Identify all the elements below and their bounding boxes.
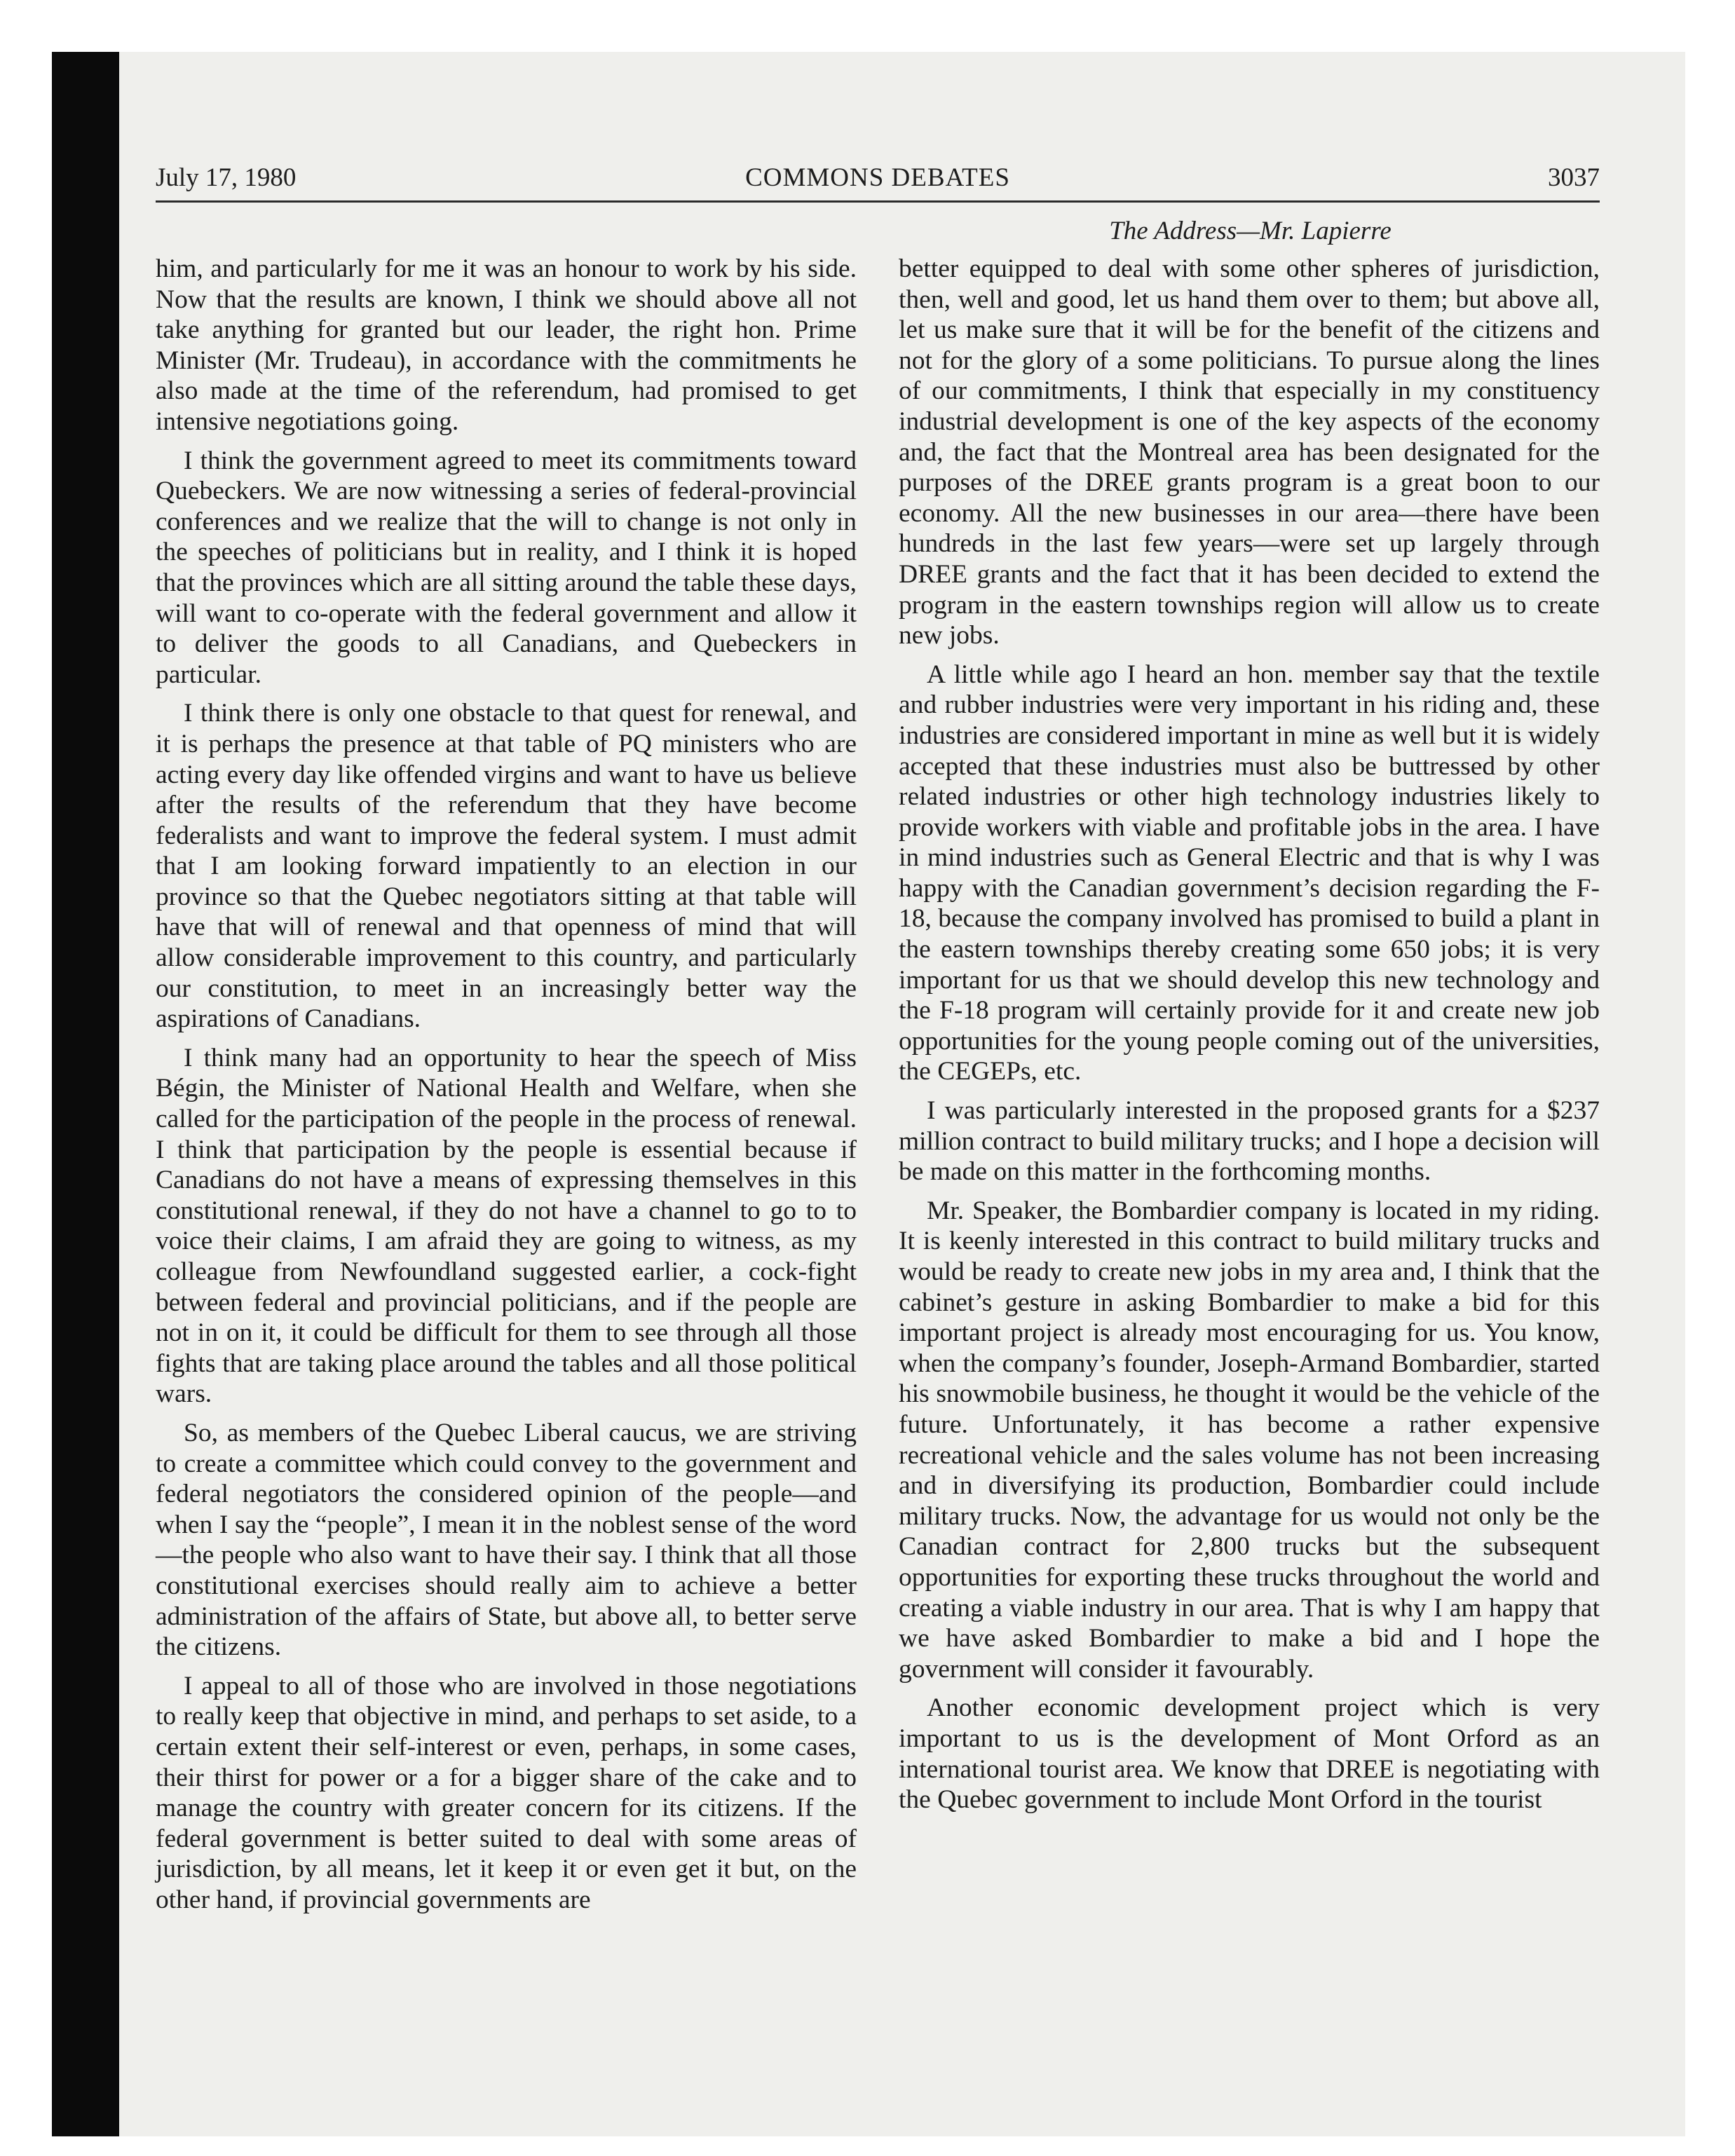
paragraph: So, as members of the Quebec Liberal caucus, we are striving to create a committee which could convey to the government and federal negotiators the considered opinion of the people—and when I say the “people”, I mean it in the noblest sense of the word—the people who also want to have their say. I think that all those constitutional exercises should really aim to achieve a better administration of the affairs of State, but above all, to better serve the citizens. [156, 1418, 857, 1662]
binding-edge-shadow [52, 52, 119, 2136]
header-page-number: 3037 [1548, 163, 1600, 192]
paragraph: I think there is only one obstacle to that quest for renewal, and it is perhaps the presence at that table of PQ ministers who are acting every day like offended virgins and want to have us believe after the results of the referendum that they have become federalists and want to improve the federal system. I must admit that I am looking forward impatiently to an election in our province so that the Quebec negotiators sitting at that table will have that will of renewal and that openness of mind that will allow considerable improvement to this country, and particularly our constitution, to meet in an increasingly better way the aspirations of Canadians. [156, 699, 857, 1034]
header-publication-title: COMMONS DEBATES [745, 163, 1010, 192]
paragraph: A little while ago I heard an hon. member say that the textile and rubber industries were very important in his riding and, these industries are considered important in mine as well but it is widely accepted that these industries must also be buttressed by other related industries or other high technology industries likely to provide workers with viable and profitable jobs in the area. I have in mind industries such as General Electric and that is why I was happy with the Canadian government’s decision regarding the F-18, because the company involved has promised to build a plant in the eastern townships thereby creating some 650 jobs; it is very important for us that we should develop this new technology and the F-18 program will certainly provide for it and create new job opportunities for the young people coming out of the universities, the CEGEPs, etc. [899, 660, 1600, 1086]
right-column [899, 254, 1600, 1824]
paragraph: I was particularly interested in the proposed grants for a $237 million contract to build military trucks; and I hope a decision will be made on this matter in the forthcoming months. [899, 1096, 1600, 1187]
paragraph: Another economic development project which is very important to us is the development of Mont Orford as an international tourist area. We know that DREE is negotiating with the Quebec government to include Mont Orford in the tourist [899, 1693, 1600, 1815]
paragraph: better equipped to deal with some other spheres of jurisdiction, then, well and good, let us hand them over to them; but above all, let us make sure that it will be for the benefit of the citizens and not for the glory of a some politicians. To pursue along the lines of our commitments, I think that especially in my constituency industrial development is one of the key aspects of the economy and, the fact that the Montreal area has been designated for the purposes of the DREE grants program is a great boon to our economy. All the new businesses in our area—there have been hundreds in the last few years—were set up largely through DREE grants and the fact that it has been decided to extend the program in the eastern townships region will allow us to create new jobs. [899, 254, 1600, 650]
running-head: The Address—Mr. Lapierre [1109, 217, 1392, 245]
header-date: July 17, 1980 [156, 163, 297, 192]
paragraph: I think the government agreed to meet its commitments toward Quebeckers. We are now witnessing a series of federal-provincial conferences and we realize that the will to change is not only in the speeches of politicians but in reality, and I think it is hoped that the provinces which are all sitting around the table these days, will want to co-operate with the federal government and allow it to deliver the goods to all Canadians, and Quebeckers in particular. [156, 446, 857, 689]
page-header [156, 158, 1600, 203]
paragraph: I appeal to all of those who are involved in those negotiations to really keep that objective in mind, and perhaps to set aside, to a certain extent their self-interest or even, perhaps, in some cases, their thirst for power or a for a bigger share of the cake and to manage the country with greater concern for its citizens. If the federal government is better suited to deal with some areas of jurisdiction, by all means, let it keep it or even get it but, on the other hand, if provincial governments are [156, 1671, 857, 1914]
left-column [156, 254, 857, 1923]
paragraph: Mr. Speaker, the Bombardier company is located in my riding. It is keenly interested in this contract to build military trucks and would be ready to create new jobs in my area and, I think that the cabinet’s gesture in asking Bombardier to make a bid for this important project is already most encouraging for us. You know, when the company’s founder, Joseph-Armand Bombardier, started his snowmobile business, he thought it would be the vehicle of the future. Unfortunately, it has become a rather expensive recreational vehicle and the sales volume has not been increasing and in diversifying its production, Bombardier could include military trucks. Now, the advantage for us would not only be the Canadian contract for 2,800 trucks but the subsequent opportunities for exporting these trucks throughout the world and creating a viable industry in our area. That is why I am happy that we have asked Bombardier to make a bid and I hope the government will consider it favourably. [899, 1196, 1600, 1684]
paragraph: I think many had an opportunity to hear the speech of Miss Bégin, the Minister of National Health and Welfare, when she called for the participation of the people in the process of renewal. I think that participation by the people is essential because if Canadians do not have a means of expressing themselves in this constitutional renewal, if they do not have a channel to go to to voice their claims, I am afraid they are going to witness, as my colleague from Newfoundland suggested earlier, a cock-fight between federal and provincial politicians, and if the people are not in on it, it could be difficult for them to see through all those fights that are taking place around the tables and all those political wars. [156, 1043, 857, 1409]
paragraph: him, and particularly for me it was an honour to work by his side. Now that the results are known, I think we should above all not take anything for granted but our leader, the right hon. Prime Minister (Mr. Trudeau), in accordance with the commitments he also made at the time of the referendum, had promised to get intensive negotiations going. [156, 254, 857, 436]
